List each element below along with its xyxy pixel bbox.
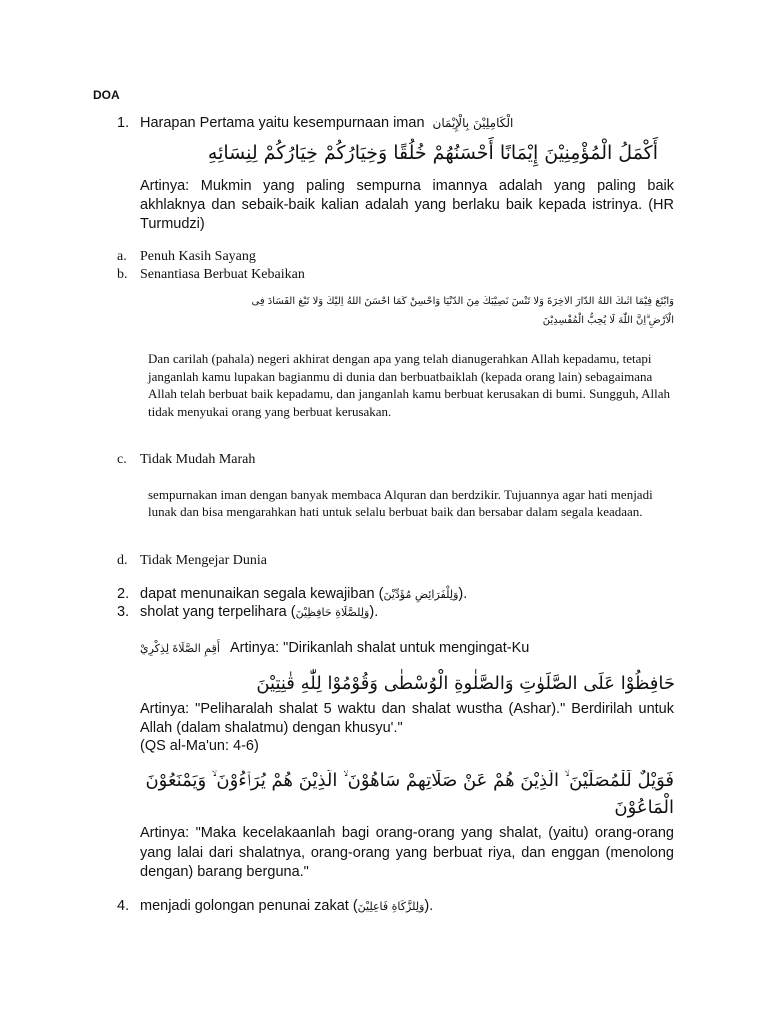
subitem-b-text: Senantiasa Berbuat Kebaikan bbox=[140, 267, 305, 282]
item-4-text-before: menjadi golongan penunai zakat ( bbox=[140, 898, 358, 914]
hafizu-source: (QS al-Ma'un: 4-6) bbox=[140, 738, 259, 754]
item-2-arabic: وَلِلْفَرَائِضِ مُؤَدِّيْنَ bbox=[383, 588, 459, 601]
subitem-b-arabic-line-2: الْاَرْضِ ۗاِنَّ اللّٰهَ لَا يُحِبُّ الْمُفْسِدِيْنَ bbox=[542, 315, 674, 326]
item-1-number: 1. bbox=[117, 115, 130, 131]
hafizu-arabic: حَافِظُوْا عَلَى الصَّلَوٰتِ وَالصَّلٰوةِ الْوُسْطٰى وَقُوْمُوْا لِلّٰهِ قٰنِتِيْنَ bbox=[256, 673, 675, 694]
item-2-text-after: ). bbox=[458, 586, 468, 602]
item-3-number: 3. bbox=[117, 604, 130, 620]
item-3-text bbox=[140, 604, 378, 620]
item-2-text-before: dapat menunaikan segala kewajiban ( bbox=[140, 586, 384, 602]
item-3-arabic: وَلِلصَّلَاةِ حَافِظِيْنَ bbox=[295, 606, 370, 619]
subitem-d-text: Tidak Mengejar Dunia bbox=[140, 553, 268, 568]
item-3-text-before: sholat yang terpelihara ( bbox=[140, 604, 296, 620]
item-1-translation: Artinya: Mukmin yang paling sempurna imannya adalah yang paling baik akhlaknya dan sebaik-baik kalian adalah yang berlaku baik kepada istrinya. (HR Turmudzi) bbox=[140, 178, 674, 232]
item-4-arabic: وَلِلزَّكَاةِ فَاعِلِيْنَ bbox=[357, 900, 425, 913]
subitem-d-label: d. bbox=[117, 553, 128, 568]
subitem-b-translation: Dan carilah (pahala) negeri akhirat dengan apa yang telah dianugerahkan Allah kepadamu, tetapi janganlah kamu lupakan bagianmu di dunia dan berbuatbaiklah (kepada orang lain) sebagaimana Allah telah berbuat baik kepadamu, dan janganlah kamu berbuat kerusakan di bumi. Sungguh, Allah tidak menyukai orang yang berbuat kerusakan. bbox=[148, 351, 671, 419]
item-1-text bbox=[140, 115, 513, 131]
item-1-arabic-inline: الْكَامِلِيْنَ بِالْإِيْمَان bbox=[432, 116, 514, 130]
subitem-c-label: c. bbox=[117, 452, 127, 467]
aqim-translation: Artinya: "Dirikanlah shalat untuk mengingat-Ku bbox=[229, 640, 530, 656]
hafizu-translation: Artinya: "Peliharalah shalat 5 waktu dan shalat wustha (Ashar)." Berdirilah untuk Allah (dalam shalatmu) dengan khusyu'." bbox=[140, 701, 674, 736]
document-heading: DOA bbox=[93, 88, 120, 102]
aqim-line bbox=[140, 640, 529, 656]
item-1-arabic-hadith: أَكْمَلُ الْمُؤْمِنِيْنَ إِيْمَانًا أَحْسَنُهُمْ خُلُقًا وَخِيَارُكُمْ خِيَارُكُمْ لِنِسَائِهِ bbox=[207, 142, 658, 164]
item-4-text-after: ). bbox=[424, 898, 434, 914]
item-3-text-after: ). bbox=[369, 604, 379, 620]
item-1-label: Harapan Pertama yaitu kesempurnaan iman bbox=[140, 115, 425, 131]
maun-arabic-line-1: فَوَيْلٌ لِّلْمُصَلِّيْنَ ۙ الَّذِيْنَ هُمْ عَنْ صَلَاتِهِمْ سَاهُوْنَ ۙ الَّذِيْنَ هُمْ يُرَاۤءُوْنَ ۙ وَيَمْنَعُوْنَ bbox=[145, 770, 674, 791]
item-2-number: 2. bbox=[117, 586, 130, 602]
subitem-c-text: Tidak Mudah Marah bbox=[140, 452, 256, 467]
subitem-b-label: b. bbox=[117, 267, 128, 282]
item-2-text bbox=[140, 586, 467, 602]
maun-arabic-line-2: الْمَاعُوْنَ bbox=[614, 797, 674, 818]
subitem-a-text: Penuh Kasih Sayang bbox=[140, 249, 256, 264]
subitem-a-label: a. bbox=[117, 249, 127, 264]
item-4-number: 4. bbox=[117, 898, 130, 914]
subitem-b-arabic-line-1: وَابْتَغِ فِيْمَآ اٰتٰىكَ اللّٰهُ الدَّارَ الْاٰخِرَةَ وَلَا تَنْسَ نَصِيْبَكَ مِنَ الدُّنْيَا وَاَحْسِنْ كَمَآ اَحْسَنَ اللّٰهُ اِلَيْكَ وَلَا تَبْغِ الْفَسَادَ فِى bbox=[251, 296, 674, 307]
aqim-arabic: أَقِمِ الصَّلَاةَ لِذِكْرِيْ bbox=[140, 642, 220, 655]
subitem-c-description: sempurnakan iman dengan banyak membaca Alquran dan berdzikir. Tujuannya agar hati menjadi lunak dan bisa mengarahkan hati untuk selalu berbuat baik dan bersabar dalam segala keadaan. bbox=[148, 487, 653, 519]
item-4-text bbox=[140, 898, 433, 914]
maun-translation: Artinya: "Maka kecelakaanlah bagi orang-orang yang shalat, (yaitu) orang-orang yang lalai dari shalatnya, orang-orang yang berbuat riya, dan enggan (menolong dengan) barang berguna." bbox=[140, 825, 674, 880]
